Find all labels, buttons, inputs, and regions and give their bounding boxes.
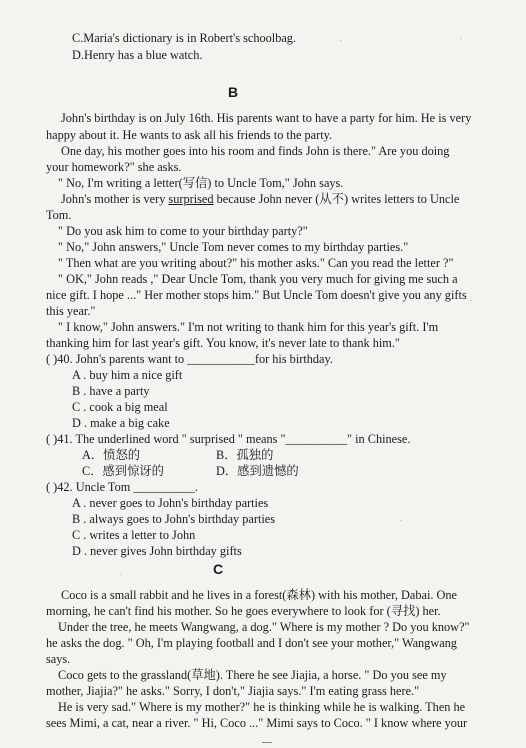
passage-b-line: happy about it. He wants to ask all his friends to the party. [46, 128, 333, 142]
passage-c-line: mother, Jiajia?" he asks." Sorry, I don't," Jiajia says." I'm eating grass here." [46, 684, 420, 698]
passage-b-line [61, 191, 459, 207]
question-42-option-d: D . never gives John birthday gifts [72, 544, 242, 558]
question-42-stem: ( )42. Uncle Tom __________. [46, 480, 198, 494]
passage-b-line: " OK," John reads ," Dear Uncle Tom, thank you very much for giving me such a [58, 272, 458, 286]
question-40-option-c: C . cook a big meal [72, 400, 168, 414]
question-42-option-c: C . writes a letter to John [72, 528, 196, 542]
question-40-option-a: A . buy him a nice gift [72, 368, 183, 382]
passage-c-line: Coco is a small rabbit and he lives in a forest(森林) with his mother, Dabai. One [61, 588, 457, 602]
passage-b-line: " No, I'm writing a letter(写信) to Uncle Tom," John says. [58, 176, 344, 190]
section-c-heading: C [213, 561, 224, 577]
scan-speck [340, 40, 342, 41]
option-c-prev: C.Maria's dictionary is in Robert's schoolbag. [72, 31, 297, 45]
question-41-option-c: C．感到惊讶的 [82, 464, 164, 478]
passage-b-line: nice gift. I hope ..." Her mother stops him." But Uncle Tom doesn't give you any gifts [46, 288, 467, 302]
option-d-prev: D.Henry has a blue watch. [72, 48, 203, 62]
question-42-option-a: A . never goes to John's birthday parties [72, 496, 269, 510]
question-40-option-d: D . make a big cake [72, 416, 170, 430]
question-40-option-b: B . have a party [72, 384, 150, 398]
section-b-heading: B [228, 84, 239, 100]
passage-b-line: thanking him for last year's gift. You know, it's never late to thank him." [46, 336, 400, 350]
question-41-option-d: D．感到遗憾的 [216, 464, 299, 478]
passage-c-line: He is very sad." Where is my mother?" he is thinking while he is walking. Then he [58, 700, 466, 714]
passage-c-line: Coco gets to the grassland(草地). There he see Jiajia, a horse. " Do you see my [58, 668, 447, 682]
passage-b-text: John's mother is very [61, 192, 169, 206]
question-41-option-a: A．愤怒的 [82, 448, 141, 462]
passage-b-line: One day, his mother goes into his room and finds John is there." Are you doing [61, 144, 450, 158]
passage-c-line: says. [46, 652, 71, 666]
passage-b-line: your homework?" she asks. [46, 160, 182, 174]
scan-speck [400, 520, 402, 521]
passage-b-line: " Do you ask him to come to your birthday party?" [58, 224, 308, 238]
passage-c-line: morning, he can't find his mother. So he goes everywhere to look for (寻找) her. [46, 604, 441, 618]
question-42-option-b: B . always goes to John's birthday parties [72, 512, 276, 526]
passage-b-line: John's birthday is on July 16th. His parents want to have a party for him. He is very [61, 111, 472, 125]
scan-speck [120, 574, 122, 575]
passage-c-line: Under the tree, he meets Wangwang, a dog." Where is my mother ? Do you know?" [58, 620, 470, 634]
page-marker: — [262, 737, 272, 748]
question-41-option-b: B．孤独的 [216, 448, 274, 462]
underlined-word: surprised [168, 192, 214, 206]
passage-b-line: Tom. [46, 208, 72, 222]
question-40-stem: ( )40. John's parents want to ___________for his birthday. [46, 352, 333, 366]
scan-speck [470, 300, 472, 301]
passage-c-line: sees Mimi, a cat, near a river. " Hi, Coco ..." Mimi says to Coco. " I know where your [46, 716, 468, 730]
passage-c-line: he asks the dog. " Oh, I'm playing football and I don't see your mother," Wangwang [46, 636, 457, 650]
passage-b-line: " No," John answers," Uncle Tom never comes to my birthday parties." [58, 240, 409, 254]
passage-b-line: this year." [46, 304, 96, 318]
scan-speck [460, 38, 462, 39]
passage-b-text: because John never (从不) writes letters to Uncle [213, 192, 460, 206]
passage-b-line: " Then what are you writing about?" his mother asks." Can you read the letter ?" [58, 256, 454, 270]
question-41-stem: ( )41. The underlined word " surprised " means "__________" in Chinese. [46, 432, 411, 446]
passage-b-line: " I know," John answers." I'm not writing to thank him for this year's gift. I'm [58, 320, 439, 334]
